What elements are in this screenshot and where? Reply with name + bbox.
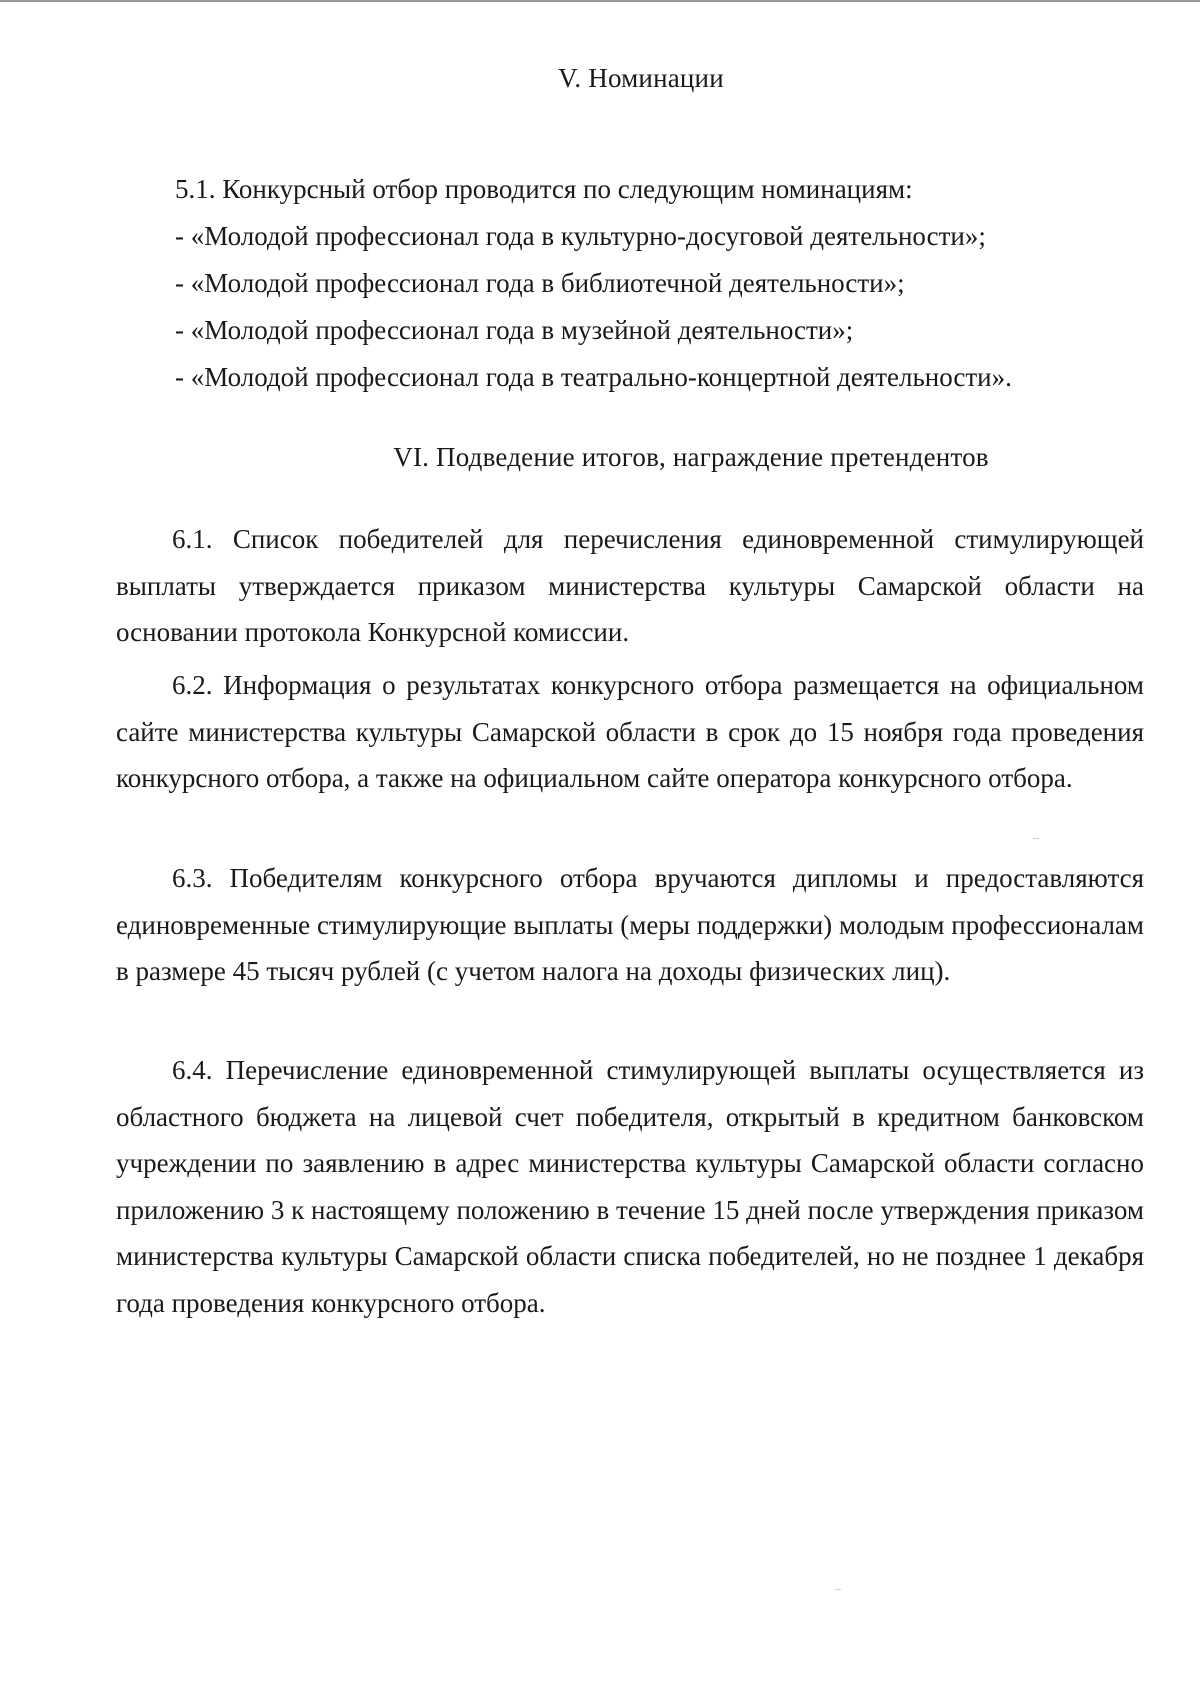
section-5-heading: V. Номинации bbox=[558, 63, 724, 93]
paragraph-6-1: 6.1. Список победителей для перечисления единовременной стимулирующей выплаты утверждается приказом министерства культуры Самарской области на основании протокола Конкурсной комиссии. bbox=[116, 524, 1144, 647]
paragraph-6-2: 6.2. Информация о результатах конкурсного отбора размещается на официальном сайте министерства культуры Самарской области в срок до 15 ноября года проведения конкурсного отбора, а также на официальном сайте оператора конкурсного отбора. bbox=[116, 670, 1144, 793]
nominations-intro: 5.1. Конкурсный отбор проводится по следующим номинациям: bbox=[175, 174, 913, 204]
nomination-item: - «Молодой профессионал года в культурно-досуговой деятельности»; bbox=[175, 221, 986, 251]
section-6-heading: VI. Подведение итогов, награждение претендентов bbox=[393, 442, 989, 472]
scan-speck bbox=[1033, 838, 1039, 839]
nominations-list bbox=[175, 166, 1155, 401]
nomination-item: - «Молодой профессионал года в библиотечной деятельности»; bbox=[175, 268, 905, 298]
paragraph-6-4: 6.4. Перечисление единовременной стимулирующей выплаты осуществляется из областного бюджета на лицевой счет победителя, открытый в кредитном банковском учреждении по заявлению в адрес министерства культуры Самарской области согласно приложению 3 к настоящему положению в течение 15 дней после утверждения приказом министерства культуры Самарской области списка победителей, но не позднее 1 декабря года проведения конкурсного отбора. bbox=[116, 1055, 1144, 1318]
paragraph-6-3: 6.3. Победителям конкурсного отбора вручаются дипломы и предоставляются единовременные стимулирующие выплаты (меры поддержки) молодым профессионалам в размере 45 тысяч рублей (с учетом налога на доходы физических лиц). bbox=[116, 863, 1144, 986]
nomination-item: - «Молодой профессионал года в театрально-концертной деятельности». bbox=[175, 362, 1012, 392]
scan-speck bbox=[835, 1589, 841, 1590]
nomination-item: - «Молодой профессионал года в музейной деятельности»; bbox=[175, 315, 854, 345]
